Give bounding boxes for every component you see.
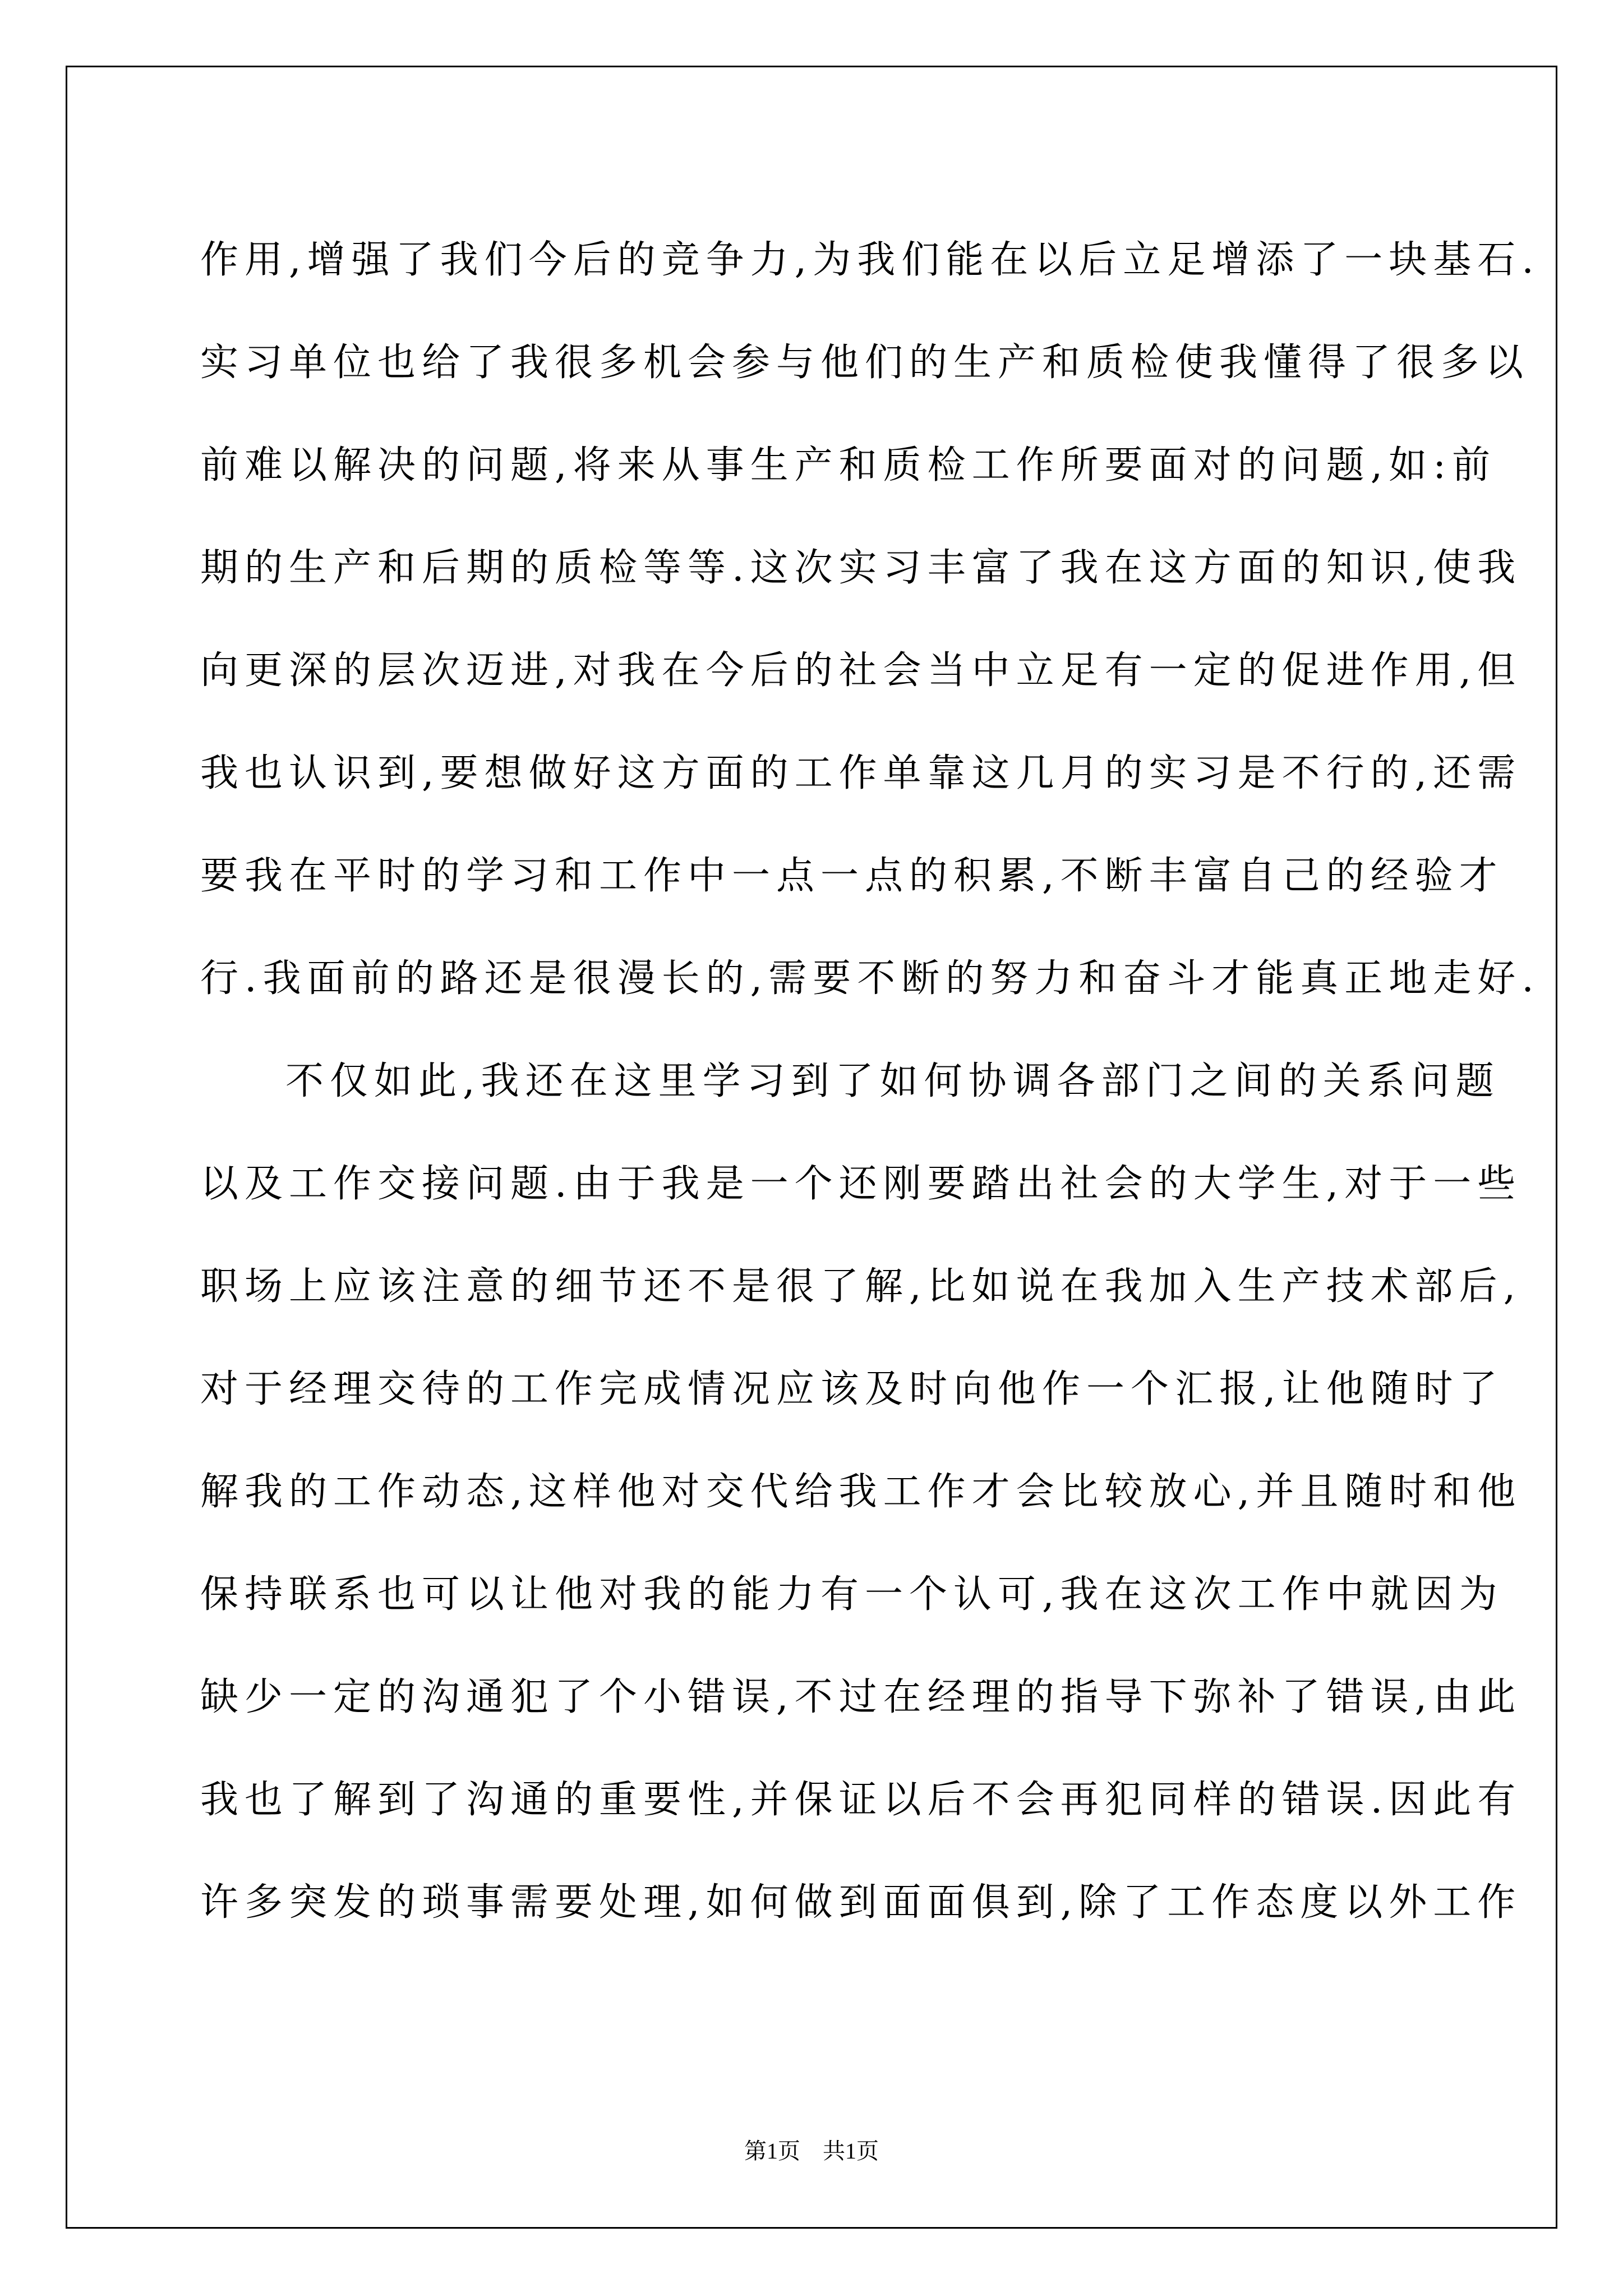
text-line: 我也了解到了沟通的重要性,并保证以后不会再犯同样的错误.因此有 [200,1778,1522,1822]
text-line: 保持联系也可以让他对我的能力有一个认可,我在这次工作中就因为 [200,1572,1504,1617]
text-line: 我也认识到,要想做好这方面的工作单靠这几月的实习是不行的,还需 [200,751,1522,795]
text-line: 许多突发的琐事需要处理,如何做到面面俱到,除了工作态度以外工作 [200,1880,1522,1925]
page-number-footer: 第1页 共1页 [744,2138,879,2164]
text-line: 要我在平时的学习和工作中一点一点的积累,不断丰富自己的经验才 [200,854,1504,898]
text-line: 作用,增强了我们今后的竞争力,为我们能在以后立足增添了一块基石. [200,238,1540,282]
text-line: 不仅如此,我还在这里学习到了如何协调各部门之间的关系问题 [285,1059,1500,1103]
text-line: 解我的工作动态,这样他对交代给我工作才会比较放心,并且随时和他 [200,1470,1522,1514]
text-line: 职场上应该注意的细节还不是很了解,比如说在我加入生产技术部后, [200,1264,1522,1309]
text-line: 以及工作交接问题.由于我是一个还刚要踏出社会的大学生,对于一些 [200,1162,1522,1206]
text-line: 行.我面前的路还是很漫长的,需要不断的努力和奋斗才能真正地走好. [200,956,1540,1001]
text-line: 前难以解决的问题,将来从事生产和质检工作所要面对的问题,如:前 [200,443,1497,487]
text-line: 缺少一定的沟通犯了个小错误,不过在经理的指导下弥补了错误,由此 [200,1675,1522,1719]
text-line: 期的生产和后期的质检等等.这次实习丰富了我在这方面的知识,使我 [200,546,1522,590]
text-line: 对于经理交待的工作完成情况应该及时向他作一个汇报,让他随时了 [200,1367,1504,1411]
text-line: 向更深的层次迈进,对我在今后的社会当中立足有一定的促进作用,但 [200,648,1522,693]
document-body [200,209,1540,1954]
text-line: 实习单位也给了我很多机会参与他们的生产和质检使我懂得了很多以 [200,341,1530,385]
